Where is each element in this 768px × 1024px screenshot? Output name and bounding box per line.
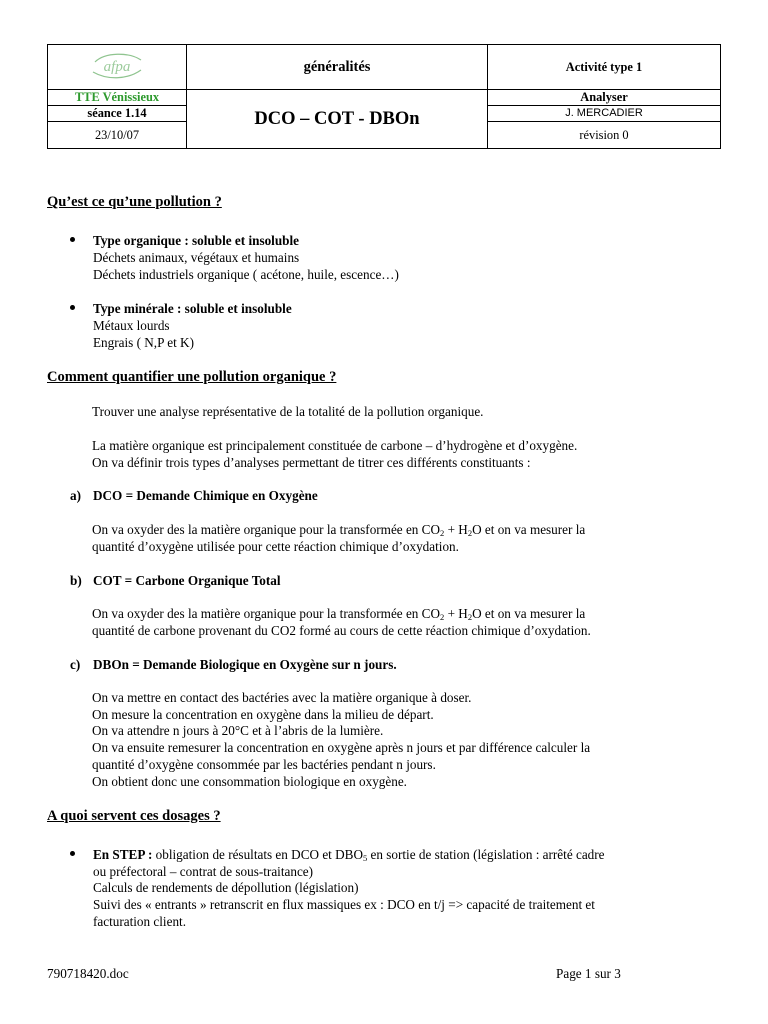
item-c-line-5: quantité d’oxygène consommée par les bactéries pendant n jours.	[92, 757, 436, 772]
item-c-line-4: On va ensuite remesurer la concentration en oxygène après n jours et par différence calculer la	[92, 740, 591, 755]
item-a-title: DCO = Demande Chimique en Oxygène	[93, 488, 318, 503]
footer-filename: 790718420.doc	[47, 966, 129, 981]
doc-title: DCO – COT - DBOn	[187, 90, 488, 149]
bullet-icon	[70, 237, 75, 242]
item-b-line-1: On va oxyder des la matière organique pour la transformée en $CO_2 + H_2O$ et on va mesurer la	[92, 606, 586, 622]
section-1-title: Qu’est ce qu’une pollution ?	[47, 194, 222, 210]
item-c-line-1: On va mettre en contact des bactéries avec la matière organique à doser.	[92, 690, 472, 705]
step-line-3: Calculs de rendements de dépollution (législation)	[93, 880, 359, 895]
item-c-marker: c)	[70, 657, 81, 672]
bullet-2-line-2: Engrais ( N,P et K)	[93, 335, 194, 350]
section-2-para-2: On va définir trois types d’analyses permettant de titrer ces différents constituants :	[92, 455, 531, 470]
subject-cell: généralités	[187, 45, 488, 90]
section-3-title: A quoi servent ces dosages ?	[47, 808, 221, 824]
author-cell: J. MERCADIER	[488, 106, 721, 122]
item-a-line-2: quantité d’oxygène utilisée pour cette réaction chimique d’oxydation.	[92, 539, 459, 554]
step-line-4: Suivi des « entrants » retranscrit en flux massiques ex : DCO en t/j => capacité de traitement et	[93, 897, 595, 912]
bullet-2-label: Type minérale : soluble et insoluble	[93, 301, 292, 316]
bullet-icon	[70, 851, 75, 856]
analyse-cell: Analyser	[488, 90, 721, 106]
header-table	[47, 44, 721, 149]
section-2-intro: Trouver une analyse représentative de la totalité de la pollution organique.	[92, 404, 484, 419]
bullet-icon	[70, 305, 75, 310]
item-a-line-1: On va oxyder des la matière organique pour la transformée en $CO_2 + H_2O$ et on va mesurer la	[92, 522, 586, 538]
revision-cell: révision 0	[488, 122, 721, 149]
date-cell: 23/10/07	[48, 122, 187, 149]
activity-cell: Activité type 1	[488, 45, 721, 90]
item-c-title: DBOn = Demande Biologique en Oxygène sur n jours.	[93, 657, 397, 672]
item-c-line-2: On mesure la concentration en oxygène dans la milieu de départ.	[92, 707, 434, 722]
bullet-1-line-1: Déchets animaux, végétaux et humains	[93, 250, 300, 265]
item-c-line-6: On obtient donc une consommation biologique en oxygène.	[92, 774, 407, 789]
item-b-title: COT = Carbone Organique Total	[93, 573, 281, 588]
session-cell: séance 1.14	[48, 106, 187, 122]
footer-page-number: Page 1 sur 3	[556, 966, 621, 981]
step-line-5: facturation client.	[93, 914, 187, 929]
bullet-2-line-1: Métaux lourds	[93, 318, 170, 333]
afpa-logo	[89, 48, 145, 82]
item-b-line-2: quantité de carbone provenant du CO2 formé au cours de cette réaction chimique d’oxydation.	[92, 623, 591, 638]
bullet-1-label: Type organique : soluble et insoluble	[93, 233, 300, 248]
logo-cell	[48, 45, 187, 90]
step-line-2: ou préfectoral – contrat de sous-traitance)	[93, 864, 314, 879]
section-2-para-1: La matière organique est principalement constituée de carbone – d’hydrogène et d’oxygène.	[92, 438, 578, 453]
step-line-1: En STEP : obligation de résultats en DCO et $DBO_5$ en sortie de station (législation : arrêté cadre	[93, 847, 605, 863]
item-c-line-3: On va attendre n jours à 20°C et à l’abris de la lumière.	[92, 723, 384, 738]
item-b-marker: b)	[70, 573, 82, 588]
bullet-1-line-2: Déchets industriels organique ( acétone, huile, escence…)	[93, 267, 399, 282]
section-2-title: Comment quantifier une pollution organique ?	[47, 369, 337, 385]
svg-text:afpa: afpa	[103, 59, 131, 75]
center-cell: TTE Vénissieux	[48, 90, 187, 106]
item-a-marker: a)	[70, 488, 81, 503]
